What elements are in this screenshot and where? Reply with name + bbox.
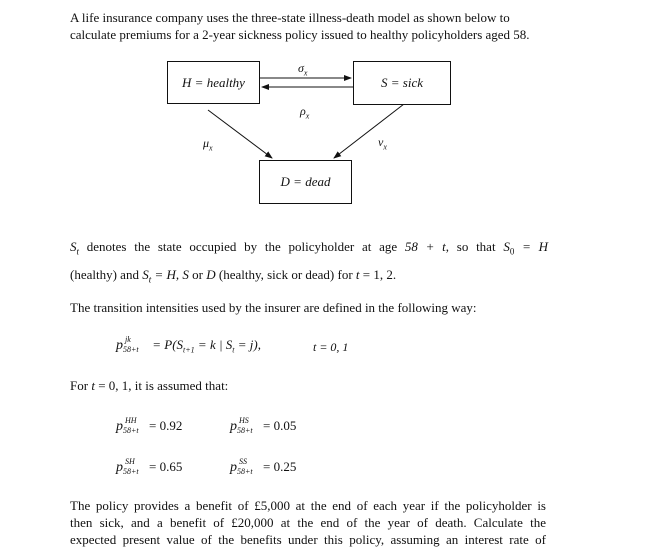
healthy-state-label: H = healthy (182, 75, 245, 90)
prob-hs-sup: HS (239, 416, 249, 426)
assumption-text-1: For (70, 378, 92, 393)
mu-symbol: μ (203, 136, 210, 150)
assumption-line (70, 377, 548, 394)
initial-state-subscript: 0 (509, 246, 515, 257)
definition-rhs-3: = j), (234, 337, 261, 352)
dead-state-box (259, 160, 352, 204)
prob-hh-value: = 0.92 (149, 418, 183, 433)
definition-rhs-sub-1: t+1 (183, 345, 195, 355)
state-symbol-2: S (142, 266, 149, 282)
prob-ss-sup: SS (239, 457, 247, 467)
prob-sh-sup: SH (125, 457, 135, 467)
states-text-5: (healthy, sick or dead) for (215, 266, 356, 282)
definition-sup: jk (125, 335, 131, 345)
prob-hs-indices (237, 417, 263, 437)
policy-line-3: expected present value of the benefits under this policy, assuming an interest rate of (70, 532, 546, 547)
definition-rhs-1: = P(S (149, 337, 184, 352)
prob-hs-sub: 58+t (237, 426, 253, 436)
prob-ss (230, 458, 296, 478)
prob-ss-p: p (230, 460, 237, 475)
prob-hh-sub: 58+t (123, 426, 139, 436)
prob-hh (116, 417, 182, 437)
prob-sh-p: p (116, 460, 123, 475)
illness-death-diagram (0, 0, 647, 220)
dead-state-label: D = dead (280, 174, 331, 189)
prob-hh-indices (123, 417, 149, 437)
states-text-6: = 1, 2. (359, 266, 397, 282)
assumption-sentence (70, 377, 548, 394)
state-values: = H, S (151, 266, 189, 282)
sick-state-label: S = sick (381, 75, 423, 90)
states-line-1 (70, 238, 548, 261)
nu-symbol: ν (378, 135, 384, 149)
prob-ss-value: = 0.25 (263, 459, 297, 474)
states-text-4: or (188, 266, 207, 282)
time-symbol: t (355, 266, 360, 282)
mu-subscript: x (209, 143, 213, 153)
mu-label (203, 135, 213, 156)
prob-ss-sub: 58+t (237, 467, 253, 477)
assumption-text-2: = 0, 1, it is assumed that: (94, 378, 229, 393)
states-line-2 (70, 266, 548, 289)
sigma-label (298, 60, 307, 81)
rho-label (300, 103, 309, 124)
prob-sh (116, 458, 182, 478)
intro-line-1: A life insurance company uses the three-state illness-death model as shown below to (70, 10, 510, 25)
states-text-2: , so that (445, 239, 504, 254)
sigma-symbol: σ (298, 61, 304, 75)
rho-symbol: ρ (300, 104, 306, 118)
prob-sh-value: = 0.65 (149, 459, 183, 474)
policy-line-2: then sick, and a benefit of £20,000 at the end of the year of death. Calculate the (70, 515, 546, 530)
nu-label (378, 134, 387, 155)
definition-p: p (116, 338, 123, 353)
definition-range-text: t = 0, 1 (313, 340, 349, 354)
healthy-state-box (167, 61, 260, 104)
intro-line-2: calculate premiums for a 2-year sickness policy issued to healthy policyholders aged 58. (70, 27, 530, 42)
policy-line-1: The policy provides a benefit of £5,000 at the end of each year if the policyholder is (70, 498, 546, 513)
policy-paragraph (70, 497, 546, 547)
definition-rhs-2: = k | S (194, 337, 233, 352)
state-symbol: S (70, 239, 77, 254)
nu-subscript: x (383, 142, 387, 152)
sick-state-box (353, 61, 451, 105)
prob-hs-value: = 0.05 (263, 418, 297, 433)
state-subscript: t (76, 246, 80, 257)
states-text-1: denotes the state occupied by the policyholder at age (79, 239, 405, 254)
states-text-3: (healthy) and (70, 266, 143, 282)
arrow-sick-to-dead (334, 104, 404, 158)
state-d: D (206, 266, 216, 282)
definition-formula (116, 336, 261, 359)
transition-sentence (70, 299, 548, 316)
prob-hh-sup: HH (125, 416, 137, 426)
age-expression: 58 + t (404, 239, 446, 254)
state-subscript-2: t (148, 274, 152, 285)
definition-indices (123, 336, 149, 356)
rho-subscript: x (305, 111, 310, 121)
states-paragraph (70, 238, 548, 288)
prob-sh-sub: 58+t (123, 467, 139, 477)
transition-text: The transition intensities used by the insurer are defined in the following way: (70, 300, 477, 315)
prob-ss-indices (237, 458, 263, 478)
initial-state-symbol: S (503, 239, 510, 254)
prob-hs-p: p (230, 419, 237, 434)
definition-rhs-sub-2: t (232, 345, 235, 355)
sigma-subscript: x (303, 68, 308, 78)
prob-hs (230, 417, 296, 437)
initial-state-value: = H (514, 239, 548, 254)
prob-sh-indices (123, 458, 149, 478)
definition-range (313, 339, 348, 356)
prob-hh-p: p (116, 419, 123, 434)
arrow-healthy-to-dead (208, 110, 272, 158)
definition-sub: 58+t (123, 345, 139, 355)
assumption-t: t (91, 378, 95, 393)
